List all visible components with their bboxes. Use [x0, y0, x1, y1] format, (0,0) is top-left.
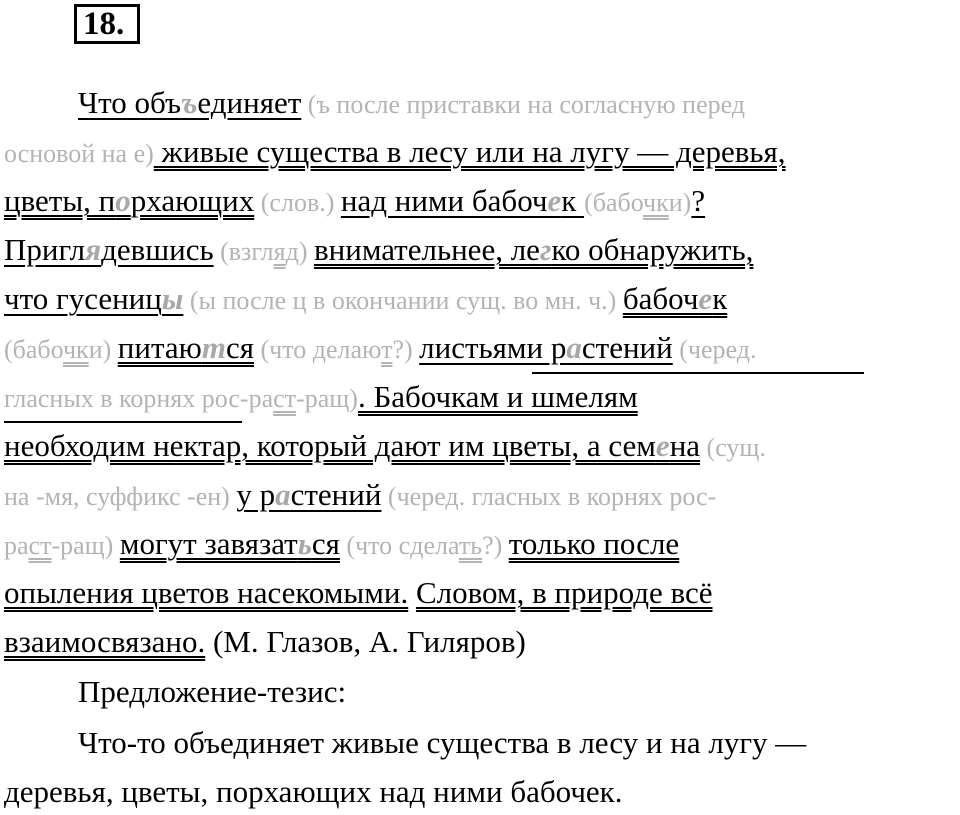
sentence-predicate: могут завязаться [119, 526, 340, 561]
sentence-part: необходим нектар, который дают им цветы, а семена [4, 428, 701, 463]
spelling-note: основой на е) [4, 139, 154, 168]
spelling-note: (черед. [672, 335, 757, 364]
spelling-note: (слов.) [254, 188, 341, 217]
spelling-note: раст-ращ) [4, 531, 120, 560]
spelling-note: (что сделать?) [339, 531, 509, 560]
clause-object: листьями растений [419, 330, 673, 365]
object-words: над ними бабочек [340, 183, 585, 218]
text-line-2 [4, 133, 786, 173]
clause-predicate: питаются [117, 330, 254, 365]
text-line-9 [4, 476, 716, 516]
adverbial-phrase: Приглядевшись [4, 232, 214, 267]
thesis-line-2: деревья, цветы, порхающих над ними бабочек. [4, 774, 623, 809]
spelling-note: (взгляд) [213, 237, 314, 266]
clause-subject-noun: бабочек [622, 281, 728, 316]
predicate-words: внимательнее, легко обнаружить, [314, 232, 754, 267]
conclusion-sentence: Словом, в природе всё [415, 575, 713, 610]
source-attribution: (М. Глазов, А. Гиляров) [205, 624, 526, 659]
text-line-5 [4, 280, 727, 320]
subject-words: живые существа в лесу или на лугу — деревья, [153, 134, 786, 169]
spelling-note: (бабочки) [4, 335, 118, 364]
spelling-note: гласных в корнях рос-раст-ращ) [4, 384, 358, 413]
spelling-note: (черед. гласных в корнях рос- [381, 482, 717, 511]
sentence-part: у растений [236, 477, 382, 512]
text-line-1 [78, 84, 745, 124]
spelling-note: (что делают?) [253, 335, 420, 364]
subject-phrase: Что объъединяет [78, 85, 302, 120]
conclusion-sentence: взаимосвязано. [4, 624, 206, 659]
sentence-part: опыления цветов насекомыми. [4, 575, 409, 610]
spelling-note: на -мя, суффикс -ен) [4, 482, 237, 511]
spelling-note: (ъ после приставки на согласную перед [301, 90, 746, 119]
subject-words: цветы, порхающих [4, 183, 255, 218]
underline-mark [4, 421, 242, 423]
underline-mark [532, 372, 864, 374]
thesis-line-1: Что-то объединяет живые существа в лесу и на лугу — [78, 725, 807, 760]
sentence-part: только после [508, 526, 680, 561]
text-line-11 [4, 574, 713, 612]
sentence-part: . Бабочкам и шмелям [357, 379, 638, 414]
thesis-label: Предложение-тезис: [78, 674, 347, 709]
exercise-number: 18. [74, 4, 140, 44]
spelling-note: (бабочки) [584, 188, 692, 217]
text-line-3: цветы, порхающих (слов.) над ними бабочек (бабочки)? [4, 183, 706, 218]
text-line-8 [4, 427, 766, 467]
text-line-4 [4, 231, 753, 271]
clause-subject: что гусеницы [4, 281, 184, 316]
spelling-note: (ы после ц в окончании сущ. во мн. ч.) [183, 286, 623, 315]
text-line-12 [4, 623, 526, 661]
text-line-6 [4, 329, 756, 369]
spelling-note: (сущ. [700, 433, 766, 462]
text-line-10 [4, 525, 679, 565]
text-line-7 [4, 378, 638, 418]
